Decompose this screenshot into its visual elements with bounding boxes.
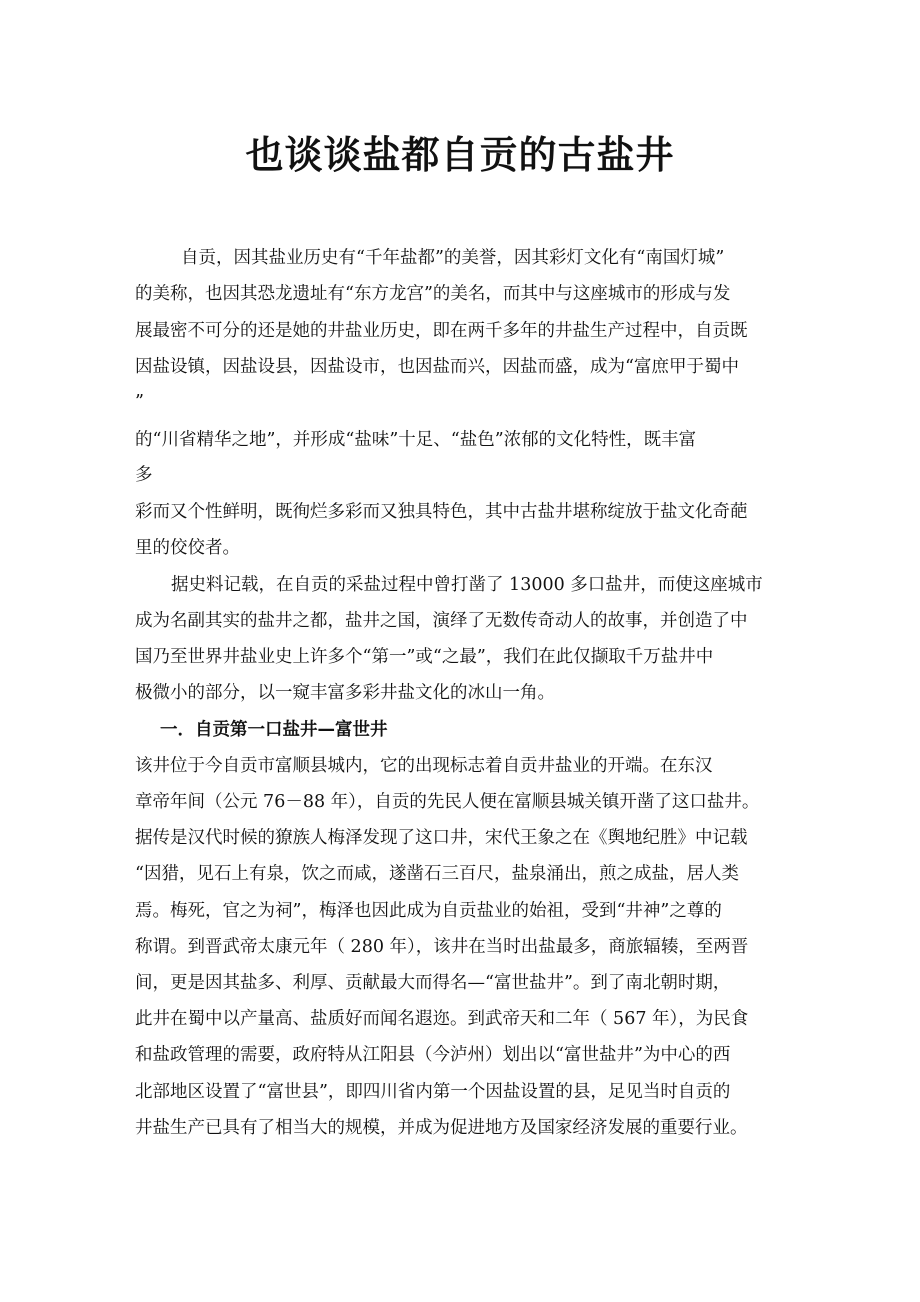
- paragraph-line: 的“川省精华之地”，并形成“盐味”十足、“盐色”浓郁的文化特性，既丰富: [135, 430, 697, 450]
- paragraph-line: 的美称，也因其恐龙遗址有“东方龙宫”的美名，而其中与这座城市的形成与发: [135, 284, 731, 304]
- paragraph-line: 井盐生产已具有了相当大的规模，并成为促进地方及国家经济发展的重要行业。: [135, 1118, 748, 1138]
- paragraph-line: 彩而又个性鲜明，既徇烂多彩而又独具特色，其中古盐井堪称绽放于盐文化奇葩: [135, 502, 748, 522]
- paragraph-line: 此井在蜀中以产量高、盐质好而闻名遐迩。到武帝天和二年（ 567 年），为民食: [135, 1009, 749, 1029]
- paragraph-line: 因盐设镇，因盐设县，因盐设市，也因盐而兴，因盐而盛，成为“富庶甲于蜀中: [135, 357, 739, 377]
- paragraph-line: 成为名副其实的盐井之都，盐井之国，演绎了无数传奇动人的故事，并创造了中: [135, 611, 748, 631]
- paragraph-line: 间，更是因其盐多、利厚、贡献最大而得名—“富世盐井”。到了南北朝时期，: [135, 973, 731, 993]
- paragraph-line: 该井位于今自贡市富顺县城内，它的出现标志着自贡井盐业的开端。在东汉: [135, 756, 713, 776]
- paragraph-line: 自贡，因其盐业历史有“千年盐都”的美誉，因其彩灯文化有“南国灯城”: [181, 248, 725, 268]
- paragraph-line: 里的佼佼者。: [135, 538, 240, 558]
- document-title: 也谈谈盐都自贡的古盐井: [245, 133, 675, 177]
- paragraph-line: 极微小的部分，以一窥丰富多彩井盐文化的冰山一角。: [135, 683, 555, 703]
- paragraph-line: 国乃至世界井盐业史上许多个“第一”或“之最”，我们在此仅撷取千万盐井中: [135, 647, 714, 667]
- paragraph-line: “因猎，见石上有泉，饮之而咸，遂凿石三百尺，盐泉涌出，煎之成盐，居人类: [135, 864, 739, 884]
- paragraph-line: 据传是汉代时候的獠族人梅泽发现了这口井，宋代王象之在《舆地纪胜》中记载: [135, 828, 748, 848]
- paragraph-line: 展最密不可分的还是她的井盐业历史，即在两千多年的井盐生产过程中，自贡既: [135, 321, 748, 341]
- paragraph-line: ”: [135, 392, 144, 412]
- paragraph-line: 多: [135, 465, 153, 485]
- section-heading: 一．自贡第一口盐井—富世井: [160, 720, 388, 740]
- paragraph-line: 焉。梅死，官之为祠”，梅泽也因此成为自贡盐业的始祖，受到“井神”之尊的: [135, 901, 722, 921]
- paragraph-line: 称谓。到晋武帝太康元年（ 280 年），该井在当时出盐最多，商旅辐辏，至两晋: [135, 937, 749, 957]
- paragraph-line: 和盐政管理的需要，政府特从江阳县（今泸州）划出以“富世盐井”为中心的西: [135, 1045, 731, 1065]
- paragraph-line: 据史料记载，在自贡的采盐过程中曾打凿了 13000 多口盐井，而使这座城市: [171, 575, 763, 595]
- paragraph-line: 章帝年间（公元 76－88 年），自贡的先民人便在富顺县城关镇开凿了这口盐井。: [135, 792, 760, 812]
- paragraph-line: 北部地区设置了“富世县”，即四川省内第一个因盐设置的县，足见当时自贡的: [135, 1082, 731, 1102]
